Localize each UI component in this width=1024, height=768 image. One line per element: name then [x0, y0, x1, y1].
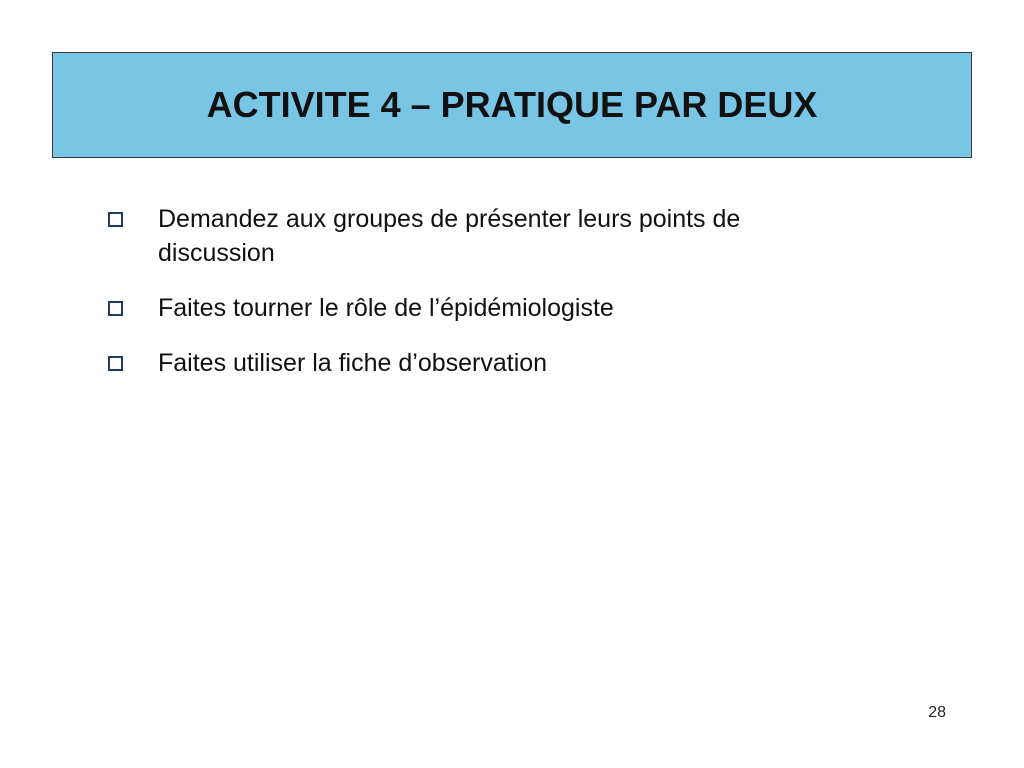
bullet-text: Demandez aux groupes de présenter leurs points de discussion [158, 205, 741, 267]
hollow-square-bullet-icon [108, 301, 123, 316]
list-item [108, 346, 928, 380]
hollow-square-bullet-icon [108, 356, 123, 371]
list-item [108, 291, 928, 325]
bullet-list [108, 202, 928, 401]
slide-title-banner [52, 52, 972, 158]
bullet-text: Faites tourner le rôle de l’épidémiologiste [158, 294, 614, 322]
page-number: 28 [928, 704, 946, 721]
list-item [108, 202, 928, 270]
hollow-square-bullet-icon [108, 212, 123, 227]
bullet-text: Faites utiliser la fiche d’observation [158, 349, 548, 377]
slide-title: ACTIVITE 4 – PRATIQUE PAR DEUX [206, 84, 818, 125]
